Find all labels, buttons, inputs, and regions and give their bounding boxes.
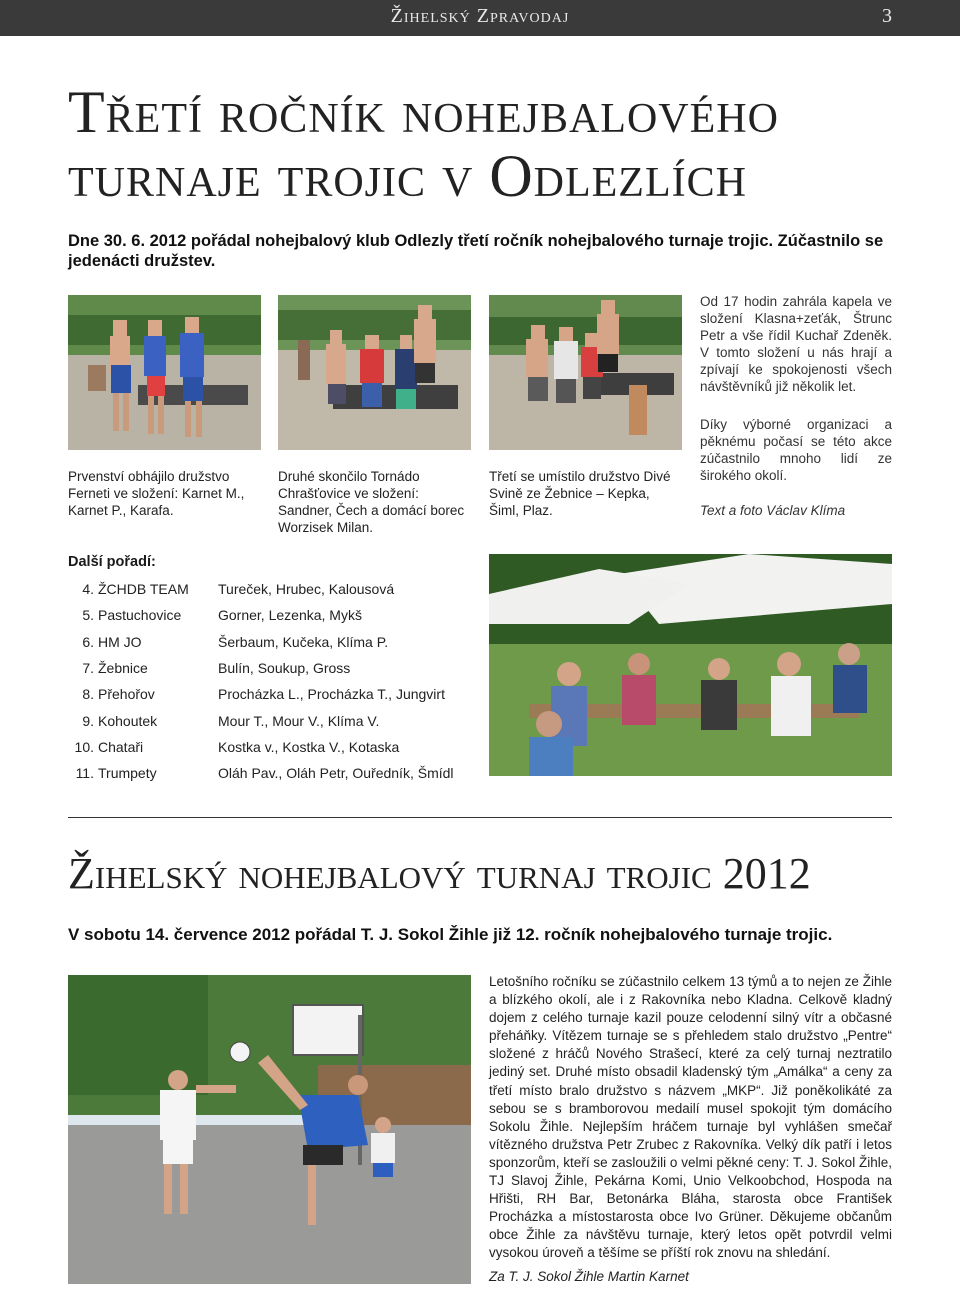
order-num: 9. — [82, 712, 94, 729]
article1-title-line2: turnaje trojic v Odlezlích — [68, 143, 747, 209]
side-paragraph-weather: Díky výborné organizaci a pěknému počasí se této akce zúčastnilo mnoho lidí ze širokého okolí. — [700, 417, 892, 483]
order-players: Mour T., Mour V., Klíma V. — [218, 712, 380, 729]
photo-third-place-team — [489, 295, 682, 450]
article2-signature: Za T. J. Sokol Žihle Martin Karnet — [489, 1269, 689, 1284]
article2-title: Žihelský nohejbalový turnaj trojic 2012 — [68, 849, 811, 898]
order-row — [68, 707, 478, 733]
article1-lead: Dne 30. 6. 2012 pořádal nohejbalový klub Odlezly třetí ročník nohejbalového turnaje trojic. Zúčastnilo se jedenácti družstev. — [68, 232, 884, 270]
order-num: 4. — [82, 581, 94, 598]
caption-second-place: Druhé skončilo Tornádo Chrašťovice ve složení: Sandner, Čech a domácí borec Worzisek Milan. — [278, 469, 465, 535]
order-players: Procházka L., Procházka T., Jungvirt — [218, 686, 445, 703]
order-players: Tureček, Hrubec, Kalousová — [218, 581, 395, 598]
order-players: Oláh Pav., Oláh Petr, Ouředník, Šmídl — [218, 765, 454, 782]
order-num: 6. — [82, 633, 94, 650]
section-divider — [68, 817, 892, 818]
photo-first-place-team — [68, 295, 261, 450]
photo-party-tent — [489, 554, 892, 776]
order-heading: Další pořadí: — [68, 554, 156, 570]
article2-lead: V sobotu 14. července 2012 pořádal T. J. Sokol Žihle již 12. ročník nohejbalového turnaje trojic. — [68, 925, 833, 944]
order-num: 7. — [82, 660, 94, 677]
order-players: Gorner, Lezenka, Mykš — [218, 607, 362, 624]
article1-title — [68, 80, 908, 208]
page-header — [0, 0, 960, 36]
order-players: Kostka v., Kostka V., Kotaska — [218, 738, 400, 755]
caption-first-place: Prvenství obhájilo družstvo Ferneti ve složení: Karnet M., Karnet P., Karafa. — [68, 469, 245, 518]
order-team: Trumpety — [98, 765, 157, 782]
order-row — [68, 602, 478, 628]
order-row — [68, 760, 478, 786]
order-row — [68, 576, 478, 602]
order-team: Pastuchovice — [98, 607, 182, 624]
order-team: Žebnice — [98, 660, 148, 677]
page-number: 3 — [882, 5, 892, 27]
order-num: 5. — [82, 607, 94, 624]
order-num: 8. — [82, 686, 94, 703]
order-players: Šerbaum, Kučeka, Klíma P. — [218, 633, 389, 650]
order-row — [68, 629, 478, 655]
order-team: Chataři — [98, 738, 144, 755]
photo-second-place-team — [278, 295, 471, 450]
order-num: 11. — [75, 765, 94, 782]
newsletter-title: Žihelský Zpravodaj — [390, 5, 570, 27]
article1-title-line1: Třetí ročník nohejbalového — [68, 79, 779, 145]
order-team: Přehořov — [98, 686, 155, 703]
order-list — [68, 576, 478, 786]
order-row — [68, 655, 478, 681]
order-row — [68, 681, 478, 707]
order-players: Bulín, Soukup, Gross — [218, 660, 351, 677]
article2-body: Letošního ročníku se zúčastnilo celkem 13 týmů a to nejen ze Žihle a blízkého okolí, ale i z Rakovníka nebo Kladna. Celkově kladný dojem z celého turnaje kazil pouze celodenní silný vítr a občasné přeháňky. Vítězem turnaje se s přehledem stalo družstvo „Pentre“ složené z hráčů Nového Strašecí, které za celý turnaj neztratilo jediný set. Druhé místo obsadil kladenský tým „Amálka“ a ceny za třetí místo bralo družstvo s názvem „MKP“. Již poněkolikáté za sebou se s bramborovou medailí musel spokojit tým domácího Sokolu Žihle. Nejlepším hráčem turnaje byl vyhlášen smečař vítězného družstva Petr Zrubec z Rakovníka. Velký dík patří i letos sponzorům, kteří se zasloužili o velmi pěkné ceny: T. J. Sokol Žihle, TJ Slavoj Žihle, Pekárna Komi, Unio Velkoobchod, Hospoda na Hřišti, RH Bar, Betonárka Bláha, starosta obce František Procházka a místostarosta obce Ivo Grüner. Děkujeme občanům obce Žihle za návštěvu turnaje, který letos opět potvrdil velmi vysokou úroveň a těšíme se příští rok znovu na shledání. — [489, 974, 892, 1261]
photo-match-action — [68, 975, 471, 1284]
caption-third-place: Třetí se umístilo družstvo Divé Svině ze Žebnice – Kepka, Šiml, Plaz. — [489, 469, 671, 518]
order-team: HM JO — [98, 633, 142, 650]
order-row — [68, 734, 478, 760]
side-paragraph-band: Od 17 hodin zahrála kapela ve složení Klasna+zeťák, Štrunc Petr a vše řídil Kuchař Zdeněk. V tomto složení u nás hrají a zpívají ke spokojenosti všech návštěvníků již několik let. — [700, 294, 892, 394]
side-signature: Text a foto Václav Klíma — [700, 503, 846, 518]
order-team: ŽCHDB TEAM — [98, 581, 189, 598]
order-team: Kohoutek — [98, 712, 158, 729]
order-num: 10. — [74, 738, 94, 755]
